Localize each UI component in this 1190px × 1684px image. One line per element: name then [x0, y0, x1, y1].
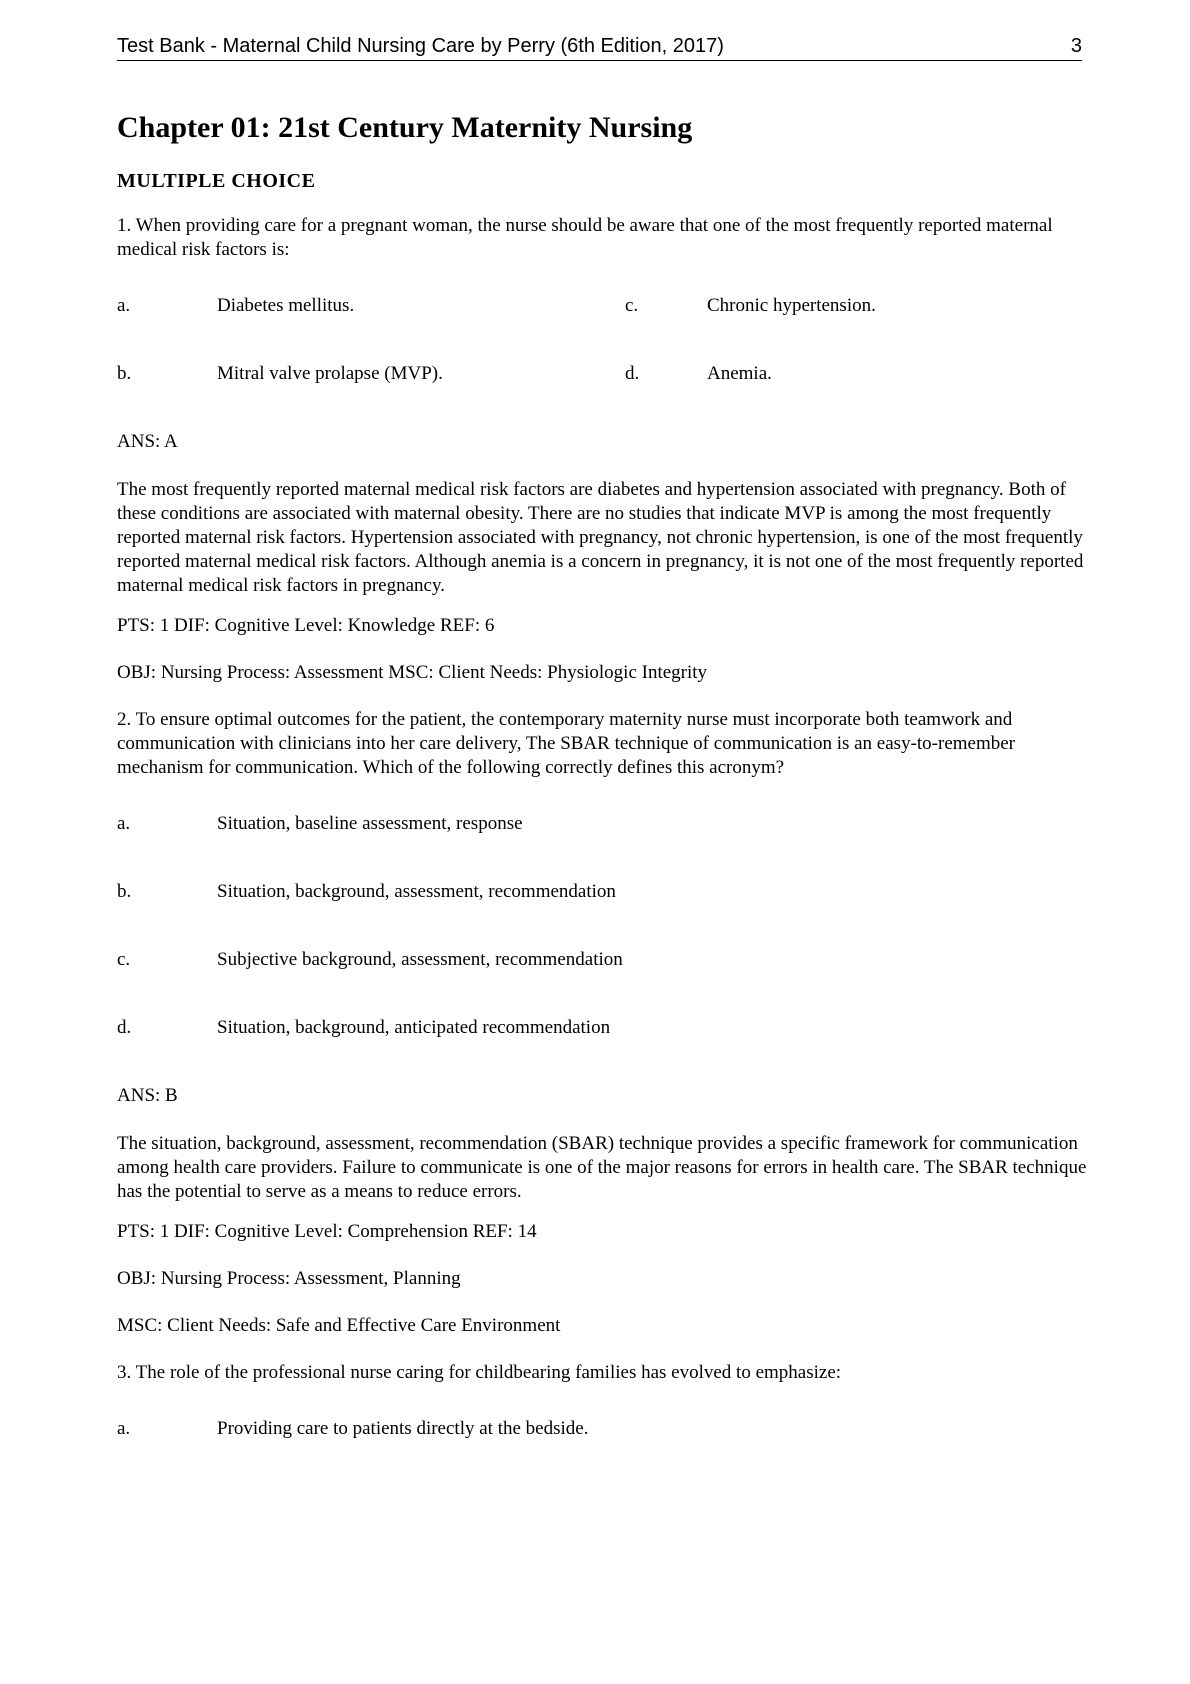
option-row	[117, 812, 1087, 880]
page-number: 3	[1070, 35, 1082, 57]
option-letter: a.	[117, 295, 131, 316]
options-row	[117, 362, 1087, 394]
question-1-answer: ANS: A	[117, 431, 178, 452]
chapter-title: Chapter 01: 21st Century Maternity Nursing	[117, 111, 693, 144]
option-text: Situation, baseline assessment, response	[217, 813, 523, 834]
question-3	[117, 1361, 1087, 1449]
question-1-stem: 1. When providing care for a pregnant woman, the nurse should be aware that one of the most frequently reported maternal medical risk factors is:	[117, 215, 1053, 260]
question-2-options	[117, 812, 1087, 1048]
option-row	[117, 1417, 1087, 1449]
option-letter: a.	[117, 1418, 131, 1439]
section-title: MULTIPLE CHOICE	[117, 170, 316, 192]
option-text: Mitral valve prolapse (MVP).	[217, 363, 443, 384]
question-1-pts: PTS: 1 DIF: Cognitive Level: Knowledge REF: 6	[117, 615, 495, 636]
option-letter: c.	[625, 295, 639, 316]
option-text: Diabetes mellitus.	[217, 295, 355, 316]
option-row	[117, 1016, 1087, 1048]
option-letter: b.	[117, 881, 132, 902]
option-letter: a.	[117, 813, 131, 834]
option-text: Anemia.	[707, 363, 772, 384]
option-letter: c.	[117, 949, 131, 970]
page-content	[117, 108, 1087, 1485]
option-text: Subjective background, assessment, recommendation	[217, 949, 623, 970]
question-1-options	[117, 294, 1087, 394]
question-3-stem: 3. The role of the professional nurse caring for childbearing families has evolved to emphasize:	[117, 1362, 842, 1383]
option-letter: d.	[117, 1017, 132, 1038]
question-2-pts: PTS: 1 DIF: Cognitive Level: Comprehension REF: 14	[117, 1221, 537, 1242]
option-text: Situation, background, anticipated recommendation	[217, 1017, 611, 1038]
question-2	[117, 708, 1087, 1338]
page-header	[117, 34, 1082, 61]
question-2-obj: OBJ: Nursing Process: Assessment, Planning	[117, 1268, 461, 1289]
question-2-answer: ANS: B	[117, 1085, 178, 1106]
question-2-rationale: The situation, background, assessment, recommendation (SBAR) technique provides a specific framework for communication among health care providers. Failure to communicate is one of the major reasons for errors in health care. The SBAR technique has the potential to serve as a means to reduce errors.	[117, 1133, 1087, 1202]
question-2-msc: MSC: Client Needs: Safe and Effective Care Environment	[117, 1315, 561, 1336]
question-2-stem: 2. To ensure optimal outcomes for the patient, the contemporary maternity nurse must incorporate both teamwork and communication with clinicians into her care delivery, The SBAR technique of communication is an easy-to-remember mechanism for communication. Which of the following correctly defines this acronym?	[117, 709, 1016, 778]
option-text: Providing care to patients directly at the bedside.	[217, 1418, 589, 1439]
option-row	[117, 880, 1087, 948]
header-title: Test Bank - Maternal Child Nursing Care by Perry (6th Edition, 2017)	[117, 35, 724, 57]
option-row	[117, 948, 1087, 1016]
question-1-rationale: The most frequently reported maternal medical risk factors are diabetes and hypertension associated with pregnancy. Both of these conditions are associated with maternal obesity. There are no studies that indicate MVP is among the most frequently reported maternal risk factors. Hypertension associated with pregnancy, not chronic hypertension, is one of the most frequently reported maternal medical risk factors. Although anemia is a concern in pregnancy, it is not one of the most frequently reported maternal medical risk factors in pregnancy.	[117, 479, 1084, 596]
option-letter: d.	[625, 363, 640, 384]
question-1-obj: OBJ: Nursing Process: Assessment MSC: Client Needs: Physiologic Integrity	[117, 662, 708, 683]
option-text: Chronic hypertension.	[707, 295, 876, 316]
options-row	[117, 294, 1087, 362]
option-letter: b.	[117, 363, 132, 384]
question-3-options	[117, 1417, 1087, 1449]
question-1	[117, 214, 1087, 685]
option-text: Situation, background, assessment, recommendation	[217, 881, 616, 902]
